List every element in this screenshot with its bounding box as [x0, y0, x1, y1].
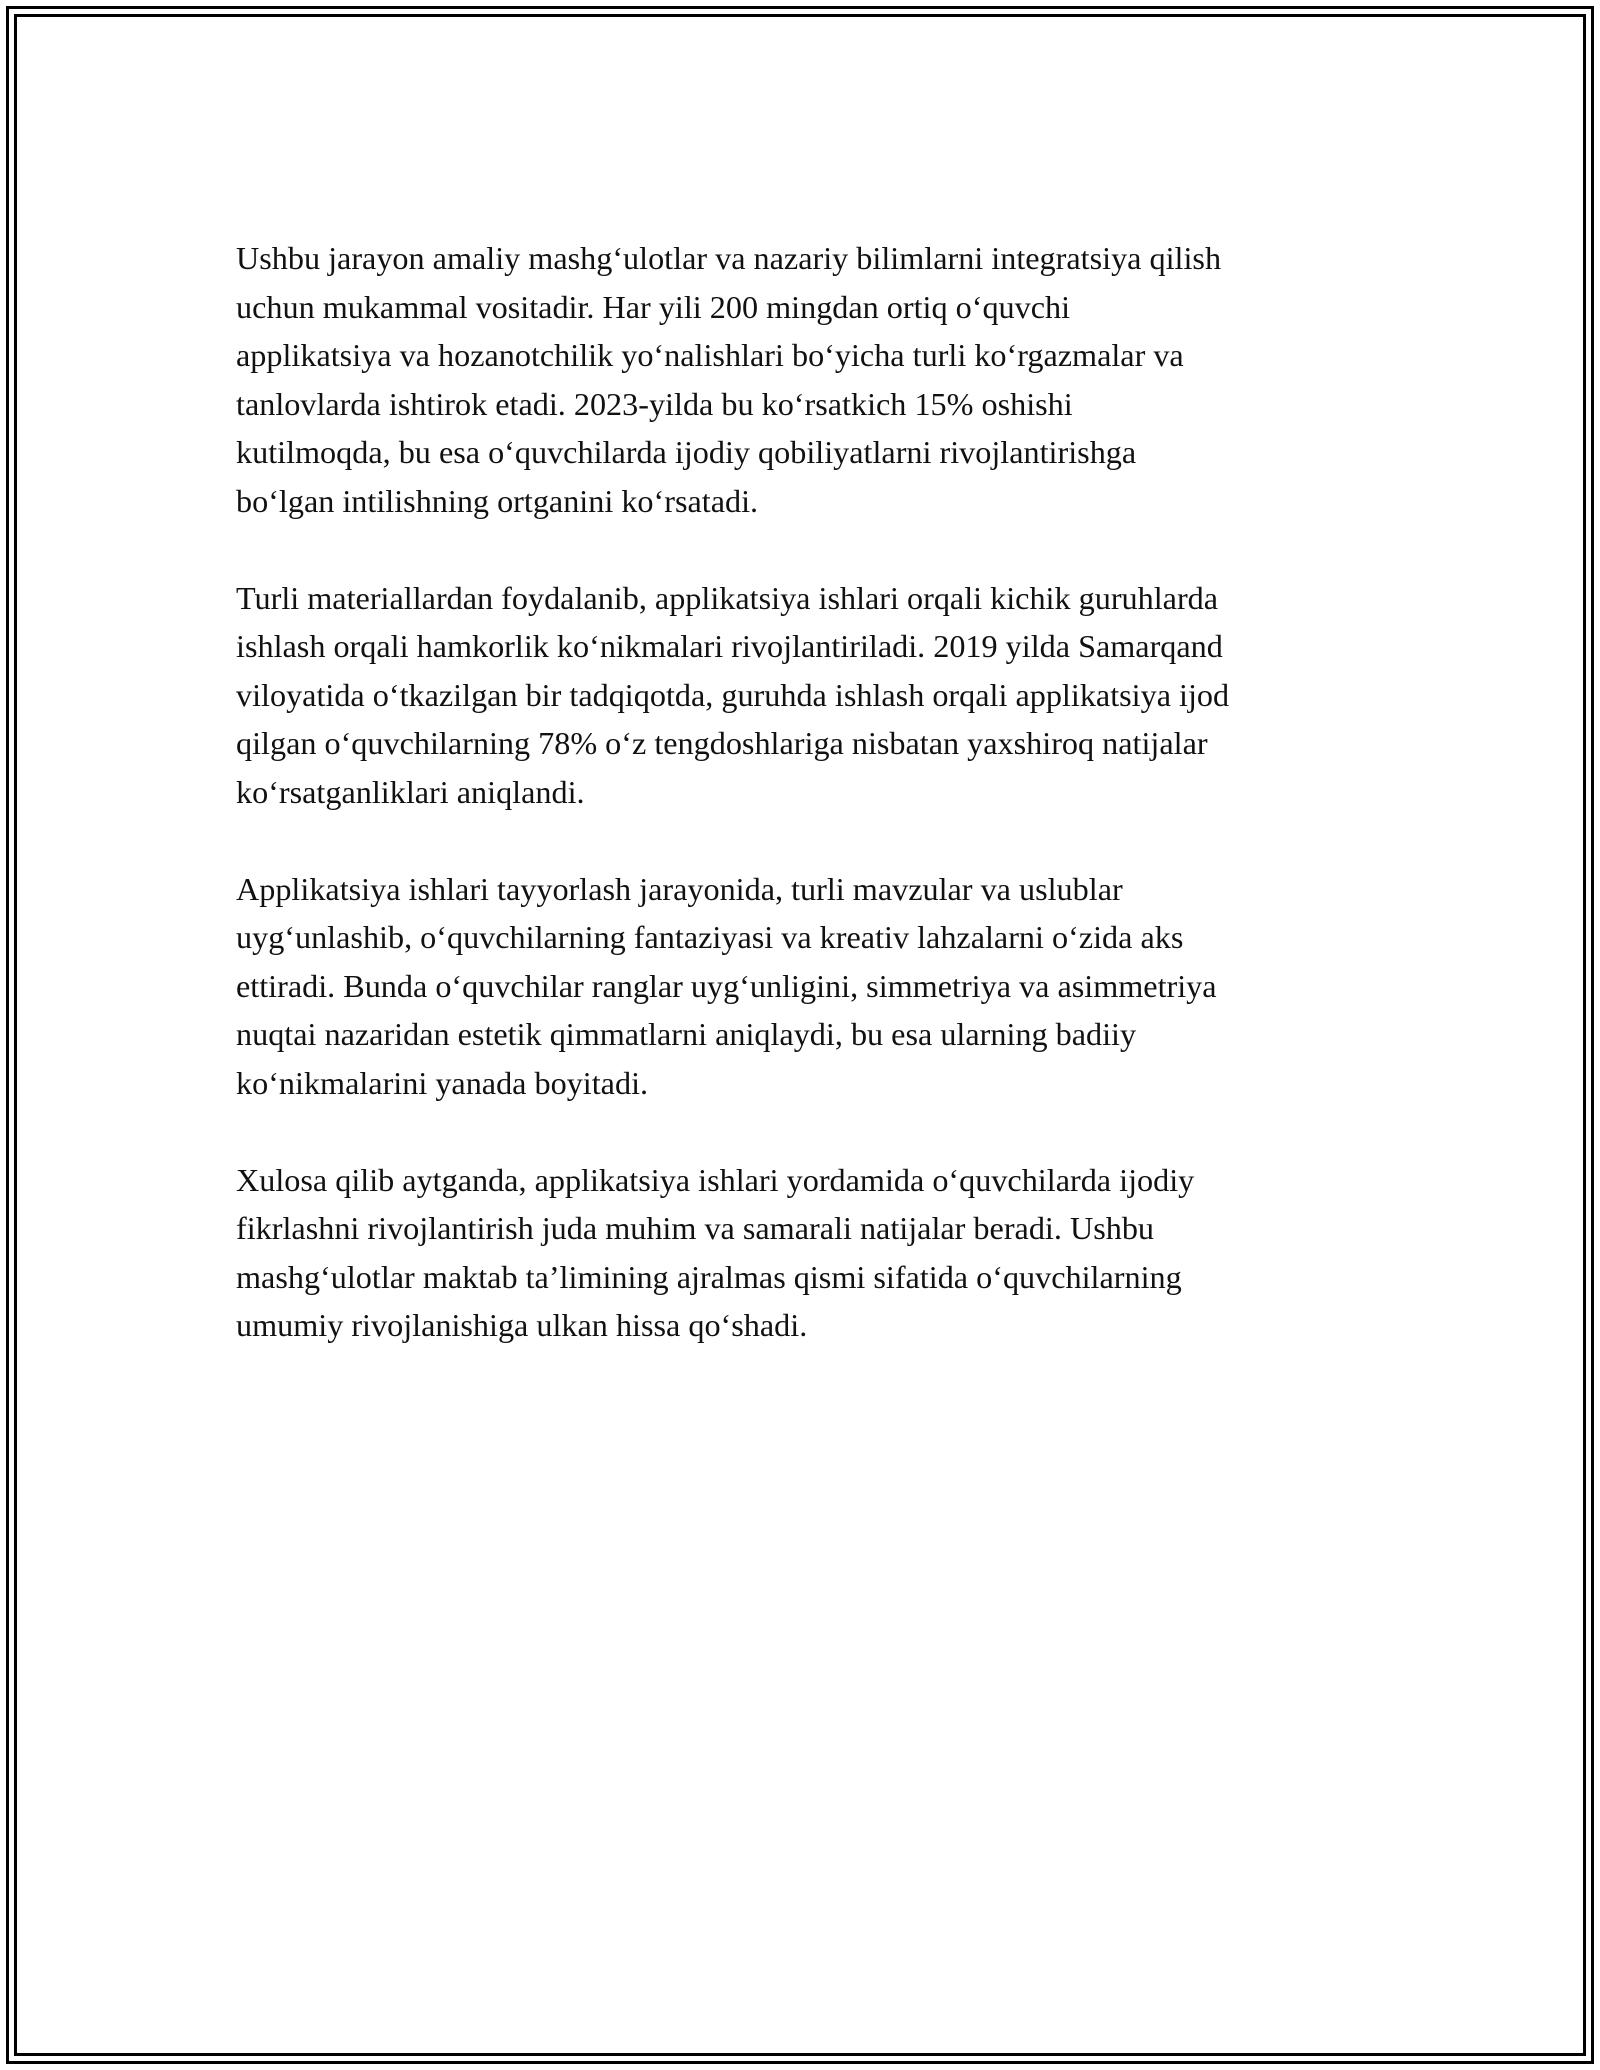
text-line: fikrlashni rivojlantirish juda muhim va samarali natijalar beradi. Ushbu — [236, 1210, 1155, 1246]
text-line: nuqtai nazaridan estetik qimmatlarni aniqlaydi, bu esa ularning badiiy — [236, 1016, 1137, 1052]
text-line: applikatsiya va hozanotchilik yo‘nalishlari bo‘yicha turli ko‘rgazmalar va — [236, 337, 1184, 373]
text-line: ishlash orqali hamkorlik ko‘nikmalari rivojlantiriladi. 2019 yilda Samarqand — [236, 628, 1223, 664]
paragraph-3 — [236, 865, 1386, 1108]
text-line: kutilmoqda, bu esa o‘quvchilarda ijodiy qobiliyatlarni rivojlantirishga — [236, 434, 1137, 470]
paragraph-4 — [236, 1156, 1386, 1350]
text-line: Applikatsiya ishlari tayyorlash jarayonida, turli mavzular va uslublar — [236, 870, 1123, 907]
text-line: bo‘lgan intilishning ortganini ko‘rsatadi. — [236, 482, 759, 519]
text-line: ko‘nikmalarini yanada boyitadi. — [236, 1064, 649, 1101]
text-line: Ushbu jarayon amaliy mashg‘ulotlar va nazariy bilimlarni integratsiya qilish — [236, 240, 1222, 276]
text-line: qilgan o‘quvchilarning 78% o‘z tengdoshlariga nisbatan yaxshiroq natijalar — [236, 725, 1208, 761]
text-line: tanlovlarda ishtirok etadi. 2023-yilda bu ko‘rsatkich 15% oshishi — [236, 385, 1073, 422]
text-line: mashg‘ulotlar maktab ta’limining ajralmas qismi sifatida o‘quvchilarning — [236, 1258, 1182, 1295]
text-line: ettiradi. Bunda o‘quvchilar ranglar uyg‘unligini, simmetriya va asimmetriya — [236, 967, 1217, 1004]
text-line: ko‘rsatganliklari aniqlandi. — [236, 773, 585, 810]
paragraph-1 — [236, 234, 1386, 525]
text-line: uyg‘unlashib, o‘quvchilarning fantaziyasi va kreativ lahzalarni o‘zida aks — [236, 919, 1184, 955]
text-line: uchun mukammal vositadir. Har yili 200 mingdan ortiq o‘quvchi — [236, 288, 1071, 325]
text-line: Turli materiallardan foydalanib, applikatsiya ishlari orqali kichik guruhlarda — [236, 579, 1219, 616]
paragraph-2 — [236, 574, 1386, 817]
text-line: Xulosa qilib aytganda, applikatsiya ishlari yordamida o‘quvchilarda ijodiy — [236, 1161, 1195, 1198]
document-body — [236, 234, 1386, 1398]
text-line: umumiy rivojlanishiga ulkan hissa qo‘shadi. — [236, 1307, 808, 1343]
text-line: viloyatida o‘tkazilgan bir tadqiqotda, guruhda ishlash orqali applikatsiya ijod — [236, 676, 1230, 713]
